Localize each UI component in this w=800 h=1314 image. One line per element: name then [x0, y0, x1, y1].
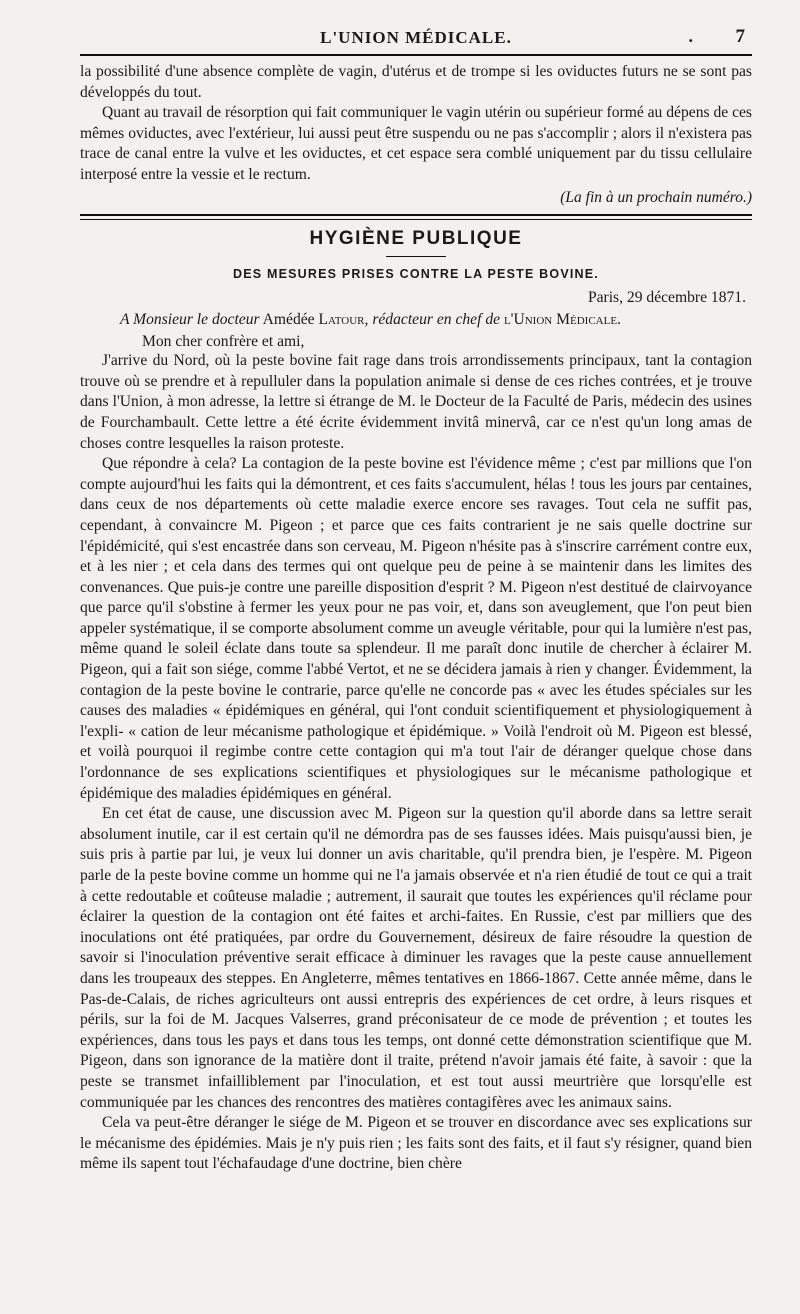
addressee-prefix: A Monsieur le docteur [120, 311, 260, 329]
section-title: HYGIÈNE PUBLIQUE [309, 228, 523, 250]
addressee-end: . [617, 311, 621, 329]
journal-title: L'UNION MÉDICALE. [320, 28, 512, 47]
dateline: Paris, 29 décembre 1871. [587, 289, 746, 307]
letter-paragraph-2: Que répondre à cela? La contagion de la peste bovine est l'évidence même ; c'est par millions que l'on compte aujourd'hui les faits qui la démontrent, et ces faits s'accumulent, hélas ! tous les jours par centaines, dans ceux de nos départements où cette maladie exerce encore ses ravages. Tout cela ne suffit pas, cependant, à convaincre M. Pigeon ; et parce que ces faits contrarient je ne sais quelle doctrine sur l'épidémicité, qui s'est encastrée dans son cerveau, M. Pigeon n'hésite pas à s'inscrire carrément contre eux, et à les nier ; et cela dans des termes qui ont quelque peu de peine à se maintenir dans les limites des convenances. Que puis-je contre une pareille disposition d'esprit ? M. Pigeon n'est destitué de clairvoyance que parce qu'il s'obstine à fermer les yeux pour ne pas voir, et, dans son aveuglement, que l'on peut bien appeler systématique, il se comporte absolument comme un aveugle véritable, pour qui la lumière n'est pas, même quand le soleil éclate dans toute sa splendeur. Il me paraît donc inutile de chercher à éclairer M. Pigeon, qui a fait son siége, comme l'abbé Vertot, et ne se décidera jamais à rien y changer. Évidemment, la contagion de la peste bovine le contrarie, parce qu'elle ne concorde pas « avec les études spéciales sur les causes des maladies « épidémiques en général, qui l'ont conduit scientifiquement et physiologiquement à l'expli- « cation de leur mécanisme pathologique et épidémique. » Voilà l'endroit où M. Pigeon est blessé, et voilà pourquoi il regimbe contre cette contagion qui m'a tout l'air de déranger quelque chose dans l'ordonnance de ses explications scientifiques et physiologiques sur le mécanisme pathologique et épidémique des maladies épidémiques en général. [80, 455, 752, 802]
continuation-paragraph-2: Quant au travail de résorption qui fait communiquer le vagin utérin ou supérieur formé au dépens de ces mêmes oviductes, avec l'extérieur, lui aussi peut être suspendu ou ne pas s'accomplir ; alors il n'existera pas trace de canal entre la vulve et les oviductes, et cet espace sera comblé uniquement par du tissu cellulaire interposé entre la vessie et le rectum. [80, 104, 752, 183]
addressee-surname: Latour [318, 311, 365, 329]
header-dot: . [688, 26, 694, 46]
running-head [80, 22, 752, 52]
addressee-name: Amédée [262, 311, 315, 329]
salutation: Mon cher confrère et ami, [142, 333, 305, 351]
addressee-line [120, 311, 752, 329]
article-continuation [80, 62, 752, 208]
page-number: 7 [735, 26, 746, 47]
addressee-journal: l'Union Médicale [503, 311, 618, 329]
to-be-continued-note: (La fin à un prochain numéro.) [560, 188, 752, 206]
letter-paragraph-1: J'arrive du Nord, où la peste bovine fait rage dans trois arrondissements principaux, tant la contagion trouve où se prendre et à repulluler dans la population animale si dense de ces riches contrées, et je trouve dans l'Union, à mon adresse, la lettre si étrange de M. le Docteur de la Faculté de Paris, médecin des usines de Fourchambault. Cette lettre a été écrite évidemment invitâ minervâ, car ce n'est qu'un long amas de choses contre lesquelles la raison proteste. [80, 352, 752, 452]
letter-body [80, 351, 752, 1175]
letter-paragraph-4: Cela va peut-être déranger le siége de M. Pigeon et se trouver en discordance avec ses explications sur le mécanisme des épidémies. Mais je n'y puis rien ; les faits sont des faits, et il faut s'y résigner, quand bien même ils sapent tout l'échafaudage d'une doctrine, bien chère [80, 1114, 752, 1173]
article-subtitle: DES MESURES PRISES CONTRE LA PESTE BOVINE. [233, 267, 599, 282]
addressee-role: , rédacteur en chef de [364, 311, 501, 329]
letter-paragraph-3: En cet état de cause, une discussion avec M. Pigeon sur la question qu'il aborde dans sa lettre serait absolument inutile, car il est certain qu'il ne démordra pas de ses fausses idées. Mais puisqu'aussi bien, je suis pris à partie par lui, je veux lui donner un avis charitable, qu'il prendra bien, je l'espère. M. Pigeon parle de la peste bovine comme un homme qui ne l'a jamais observée et n'a rien étudié de tout ce qui a trait à cette redoutable et coûteuse maladie ; autrement, il saurait que toutes les expériences qu'il réclame pour éclairer la question de la contagion ont été faites et archi-faites. En Russie, c'est par milliers que des inoculations ont été pratiquées, par ordre du Gouvernement, désireux de faire résoudre la question de savoir si l'inoculation préventive serait efficace à diminuer les ravages que la peste cause annuellement dans les troupeaux des steppes. En Angleterre, mêmes tentatives en 1866-1867. Cette année même, dans le Pas-de-Calais, de riches agriculteurs ont aussi entrepris des expériences de cet ordre, à leurs risques et périls, sur la foi de M. Jacques Valserres, grand préconisateur de ce mode de prévention ; et toutes les expériences, dans tous les pays et dans tous les temps, ont donné cette démonstration scientifique que M. Pigeon, dans son ignorance de la matière dont il traite, prétend n'avoir jamais été faite, à savoir : que la peste se transmet infailliblement par l'inoculation, et est tout aussi meurtrière que lorsqu'elle est communiquée par les chances des rencontres des matières contagifères avec les animaux sains. [80, 805, 752, 1111]
header-rule [80, 54, 752, 56]
section-short-rule [386, 256, 446, 257]
section-divider [80, 214, 752, 220]
continuation-paragraph-1: la possibilité d'une absence complète de vagin, d'utérus et de trompe si les oviductes futurs ne se sont pas développés du tout. [80, 63, 752, 101]
